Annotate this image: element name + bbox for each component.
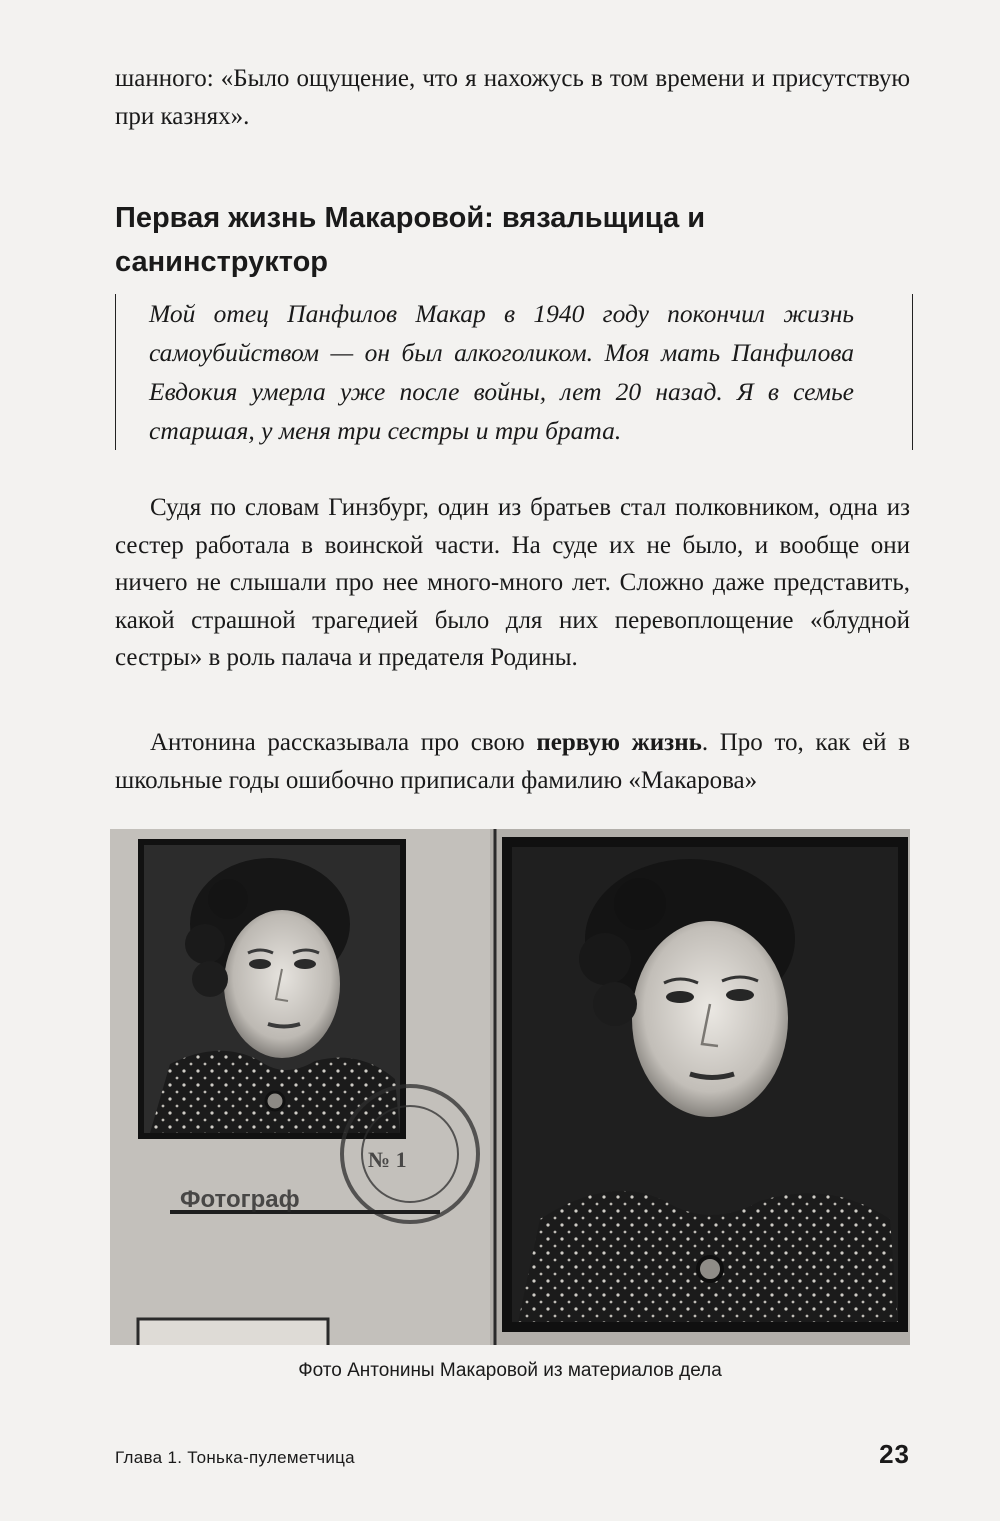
right-portrait: [502, 837, 908, 1332]
running-footer-chapter: Глава 1. Тонька-пулеметчица: [115, 1448, 355, 1467]
quote-block: [115, 294, 913, 450]
photo-label: Фотограф: [180, 1186, 300, 1213]
page-number: 23: [879, 1439, 910, 1469]
emphasis-first-life: первую жизнь: [536, 729, 702, 756]
section-heading: Первая жизнь Макаровой: вязальщица и санинструктор: [115, 202, 706, 278]
archival-photo: [110, 829, 910, 1345]
photo-illustration: [110, 829, 910, 1345]
paragraph-continuation: шанного: «Было ощущение, что я нахожусь в том времени и присутствую при казнях».: [115, 65, 910, 130]
paragraph-text-start: Антонина рассказывала про свою: [150, 729, 537, 756]
paragraph-siblings: Судя по словам Гинзбург, один из братьев стал полковником, одна из сестер работала в воинской части. На суде их не было, и вообще они ничего не слышали про нее много-много лет. Сложно даже представить, какой страшной трагедией было для них перевоплощение «блудной сестры» в роль палача и предателя Родины.: [115, 494, 910, 671]
left-portrait: [138, 839, 406, 1139]
photo-caption: Фото Антонины Макаровой из материалов дела: [298, 1360, 722, 1381]
paragraph-text-end: . Про то, как ей в школьные годы ошибочно приписали фамилию «Макарова»: [115, 729, 911, 794]
paragraph-first-life: [115, 724, 910, 799]
stamp-number: № 1: [368, 1147, 407, 1172]
quote-text: Мой отец Панфилов Макар в 1940 году покончил жизнь самоубийством — он был алкоголиком. Моя мать Панфилова Евдокия умерла уже после войны, лет 20 назад. Я в семье старшая, у меня три сестры и три брата.: [149, 299, 854, 445]
